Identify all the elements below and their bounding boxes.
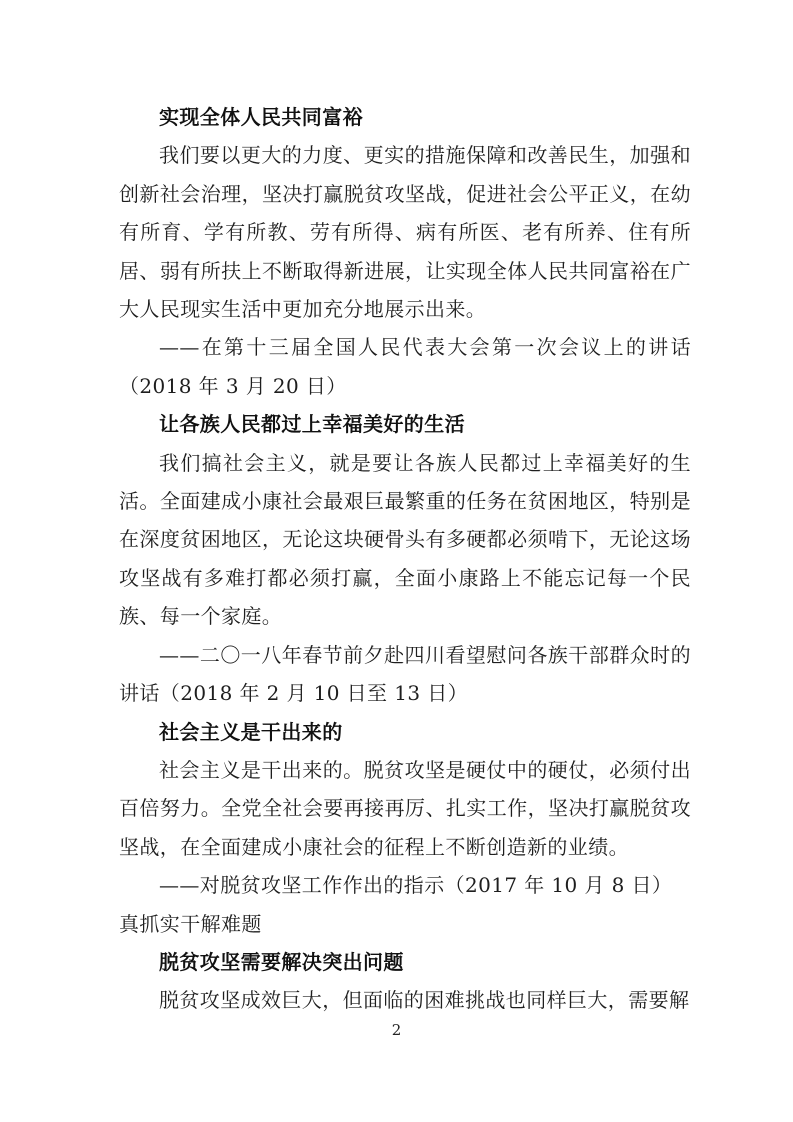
section-heading: 脱贫攻坚需要解决突出问题	[159, 949, 404, 974]
citation-line: ——在第十三届全国人民代表大会第一次会议上的讲话（2018 年 3 月 20 日）	[119, 335, 691, 398]
body-paragraph: 我们要以更大的力度、更实的措施保障和改善民生，加强和创新社会治理，坚决打赢脱贫攻坚战，促进社会公平正义，在幼有所育、学有所教、劳有所得、病有所医、老有所养、住有所居、弱有所扶上不断取得新进展，让实现全体人民共同富裕在广大人民现实生活中更加充分地展示出来。	[119, 143, 691, 322]
chapter-section-label: 真抓实干解难题	[119, 911, 262, 936]
section-heading: 让各族人民都过上幸福美好的生活	[159, 412, 465, 437]
document-content	[119, 98, 691, 1020]
section-heading: 实现全体人民共同富裕	[159, 105, 363, 129]
body-paragraph: 社会主义是干出来的。脱贫攻坚是硬仗中的硬仗，必须付出百倍努力。全党全社会要再接再厉、扎实工作，坚决打赢脱贫攻坚战，在全面建成小康社会的征程上不断创造新的业绩。	[119, 757, 691, 859]
citation-line: ——二〇一八年春节前夕赴四川看望慰问各族干部群众时的讲话（2018 年 2 月 10 日至 13 日）	[119, 642, 691, 706]
body-paragraph: 我们搞社会主义，就是要让各族人民都过上幸福美好的生活。全面建成小康社会最艰巨最繁重的任务在贫困地区，特别是在深度贫困地区，无论这块硬骨头有多硬都必须啃下，无论这场攻坚战有多难打都必须打赢，全面小康路上不能忘记每一个民族、每一个家庭。	[119, 450, 691, 629]
body-paragraph: 脱贫攻坚成效巨大，但面临的困难挑战也同样巨大，需要解	[159, 988, 690, 1013]
section-heading: 社会主义是干出来的	[159, 719, 343, 744]
citation-line: ——对脱贫攻坚工作作出的指示（2017 年 10 月 8 日）	[159, 873, 673, 898]
page-number: 2	[391, 1021, 402, 1039]
